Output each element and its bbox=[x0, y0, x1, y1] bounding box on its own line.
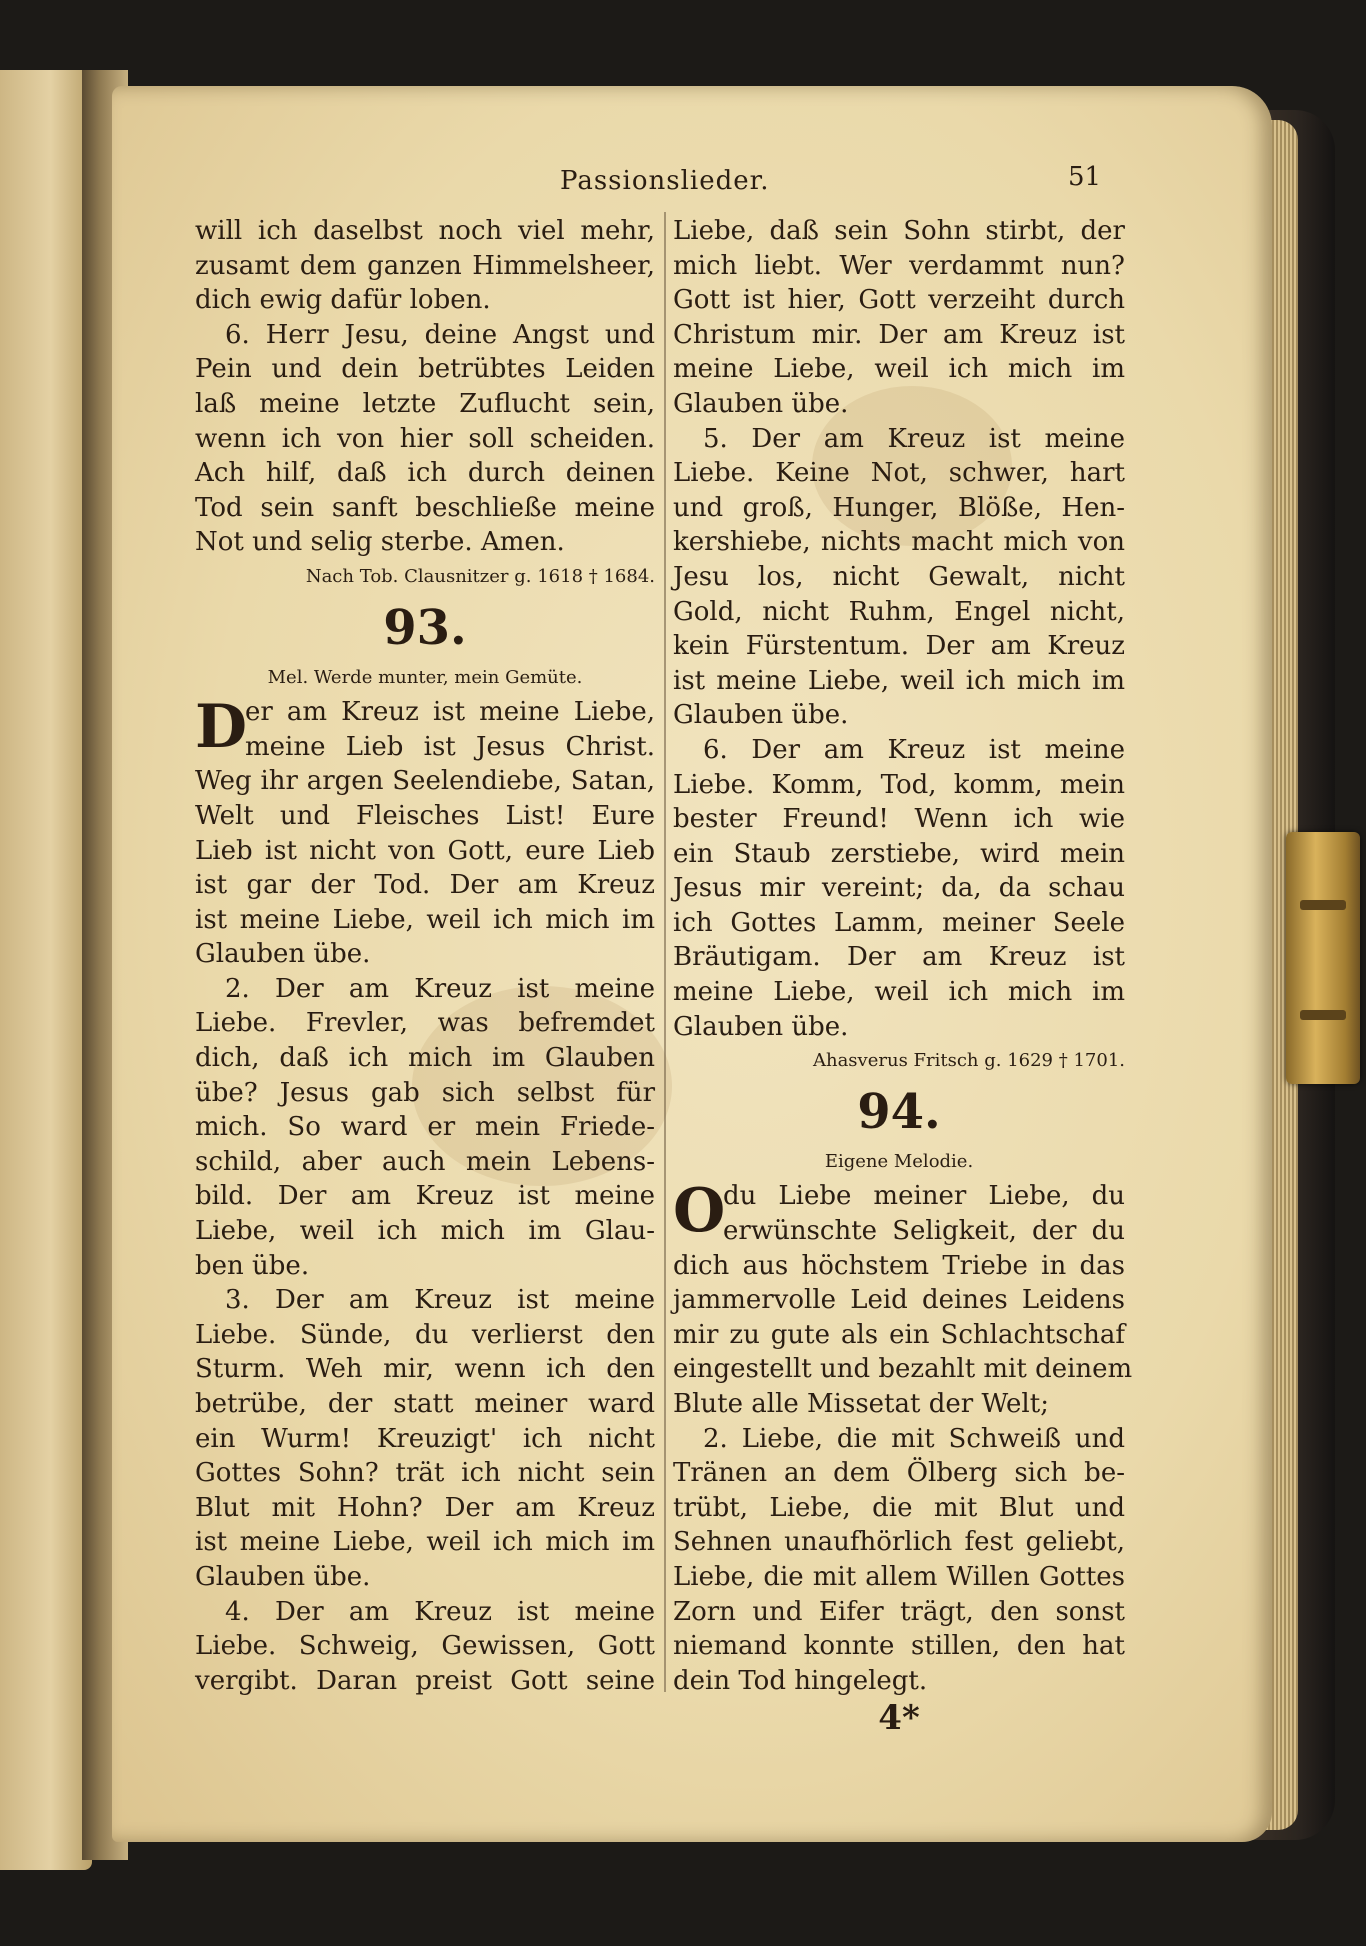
hymn-number: 93. bbox=[383, 599, 467, 656]
text-line: ein Staub zerstiebe, wird mein bbox=[673, 838, 1125, 869]
text-line: Liebe. Komm, Tod, komm, mein bbox=[673, 769, 1125, 800]
text-line: Liebe, weil ich mich im Glau- bbox=[195, 1216, 655, 1247]
text-line: will ich daselbst noch viel mehr, bbox=[195, 216, 655, 246]
text-line: 4. Der am Kreuz ist meine bbox=[225, 1596, 655, 1627]
text-line: 6. Herr Jesu, deine Angst und bbox=[225, 319, 655, 350]
text-line: Gott ist hier, Gott verzeiht durch bbox=[673, 285, 1125, 316]
text-line: Christum mir. Der am Kreuz ist bbox=[673, 319, 1125, 350]
melody-line: Eigene Melodie. bbox=[824, 1150, 974, 1172]
text-line: ist gar der Tod. Der am Kreuz bbox=[195, 870, 655, 901]
hymn-opening bbox=[195, 692, 655, 764]
text-line: dich ewig dafür loben. bbox=[195, 285, 491, 316]
text-line: Glauben übe. bbox=[673, 700, 849, 731]
text-line: laß meine letzte Zuflucht sein, bbox=[195, 388, 655, 419]
melody-line: Mel. Werde munter, mein Gemüte. bbox=[267, 666, 583, 688]
left-page-edge bbox=[0, 70, 92, 1870]
text-line: mich liebt. Wer verdammt nun? bbox=[673, 250, 1125, 281]
text-line: Blut mit Hohn? Der am Kreuz bbox=[195, 1492, 655, 1523]
text-line: Pein und dein betrübtes Leiden bbox=[195, 354, 655, 385]
text-line: ein Wurm! Kreuzigt' ich nicht bbox=[195, 1423, 655, 1454]
text-line: vergibt. Daran preist Gott seine bbox=[195, 1665, 655, 1696]
text-line: Liebe. Sünde, du verlierst den bbox=[195, 1319, 655, 1350]
text-line: 2. Der am Kreuz ist meine bbox=[225, 973, 655, 1004]
text-line: Bräutigam. Der am Kreuz ist bbox=[673, 942, 1125, 973]
text-line: Glauben übe. bbox=[673, 388, 849, 419]
hymn-attribution: Nach Tob. Clausnitzer g. 1618 † 1684. bbox=[305, 565, 655, 587]
text-line: Sehnen unaufhörlich fest geliebt, bbox=[673, 1527, 1125, 1558]
text-line: und groß, Hunger, Blöße, Hen- bbox=[673, 492, 1125, 523]
text-line: ist meine Liebe, weil ich mich im bbox=[195, 904, 655, 935]
text-line: Sturm. Weh mir, wenn ich den bbox=[195, 1354, 655, 1385]
hymn-opening bbox=[673, 1176, 1125, 1248]
signature-mark: 4* bbox=[878, 1698, 920, 1739]
text-line: bester Freund! Wenn ich wie bbox=[673, 804, 1125, 835]
text-line: betrübe, der statt meiner ward bbox=[195, 1389, 655, 1419]
text-line: Liebe. Schweig, Gewissen, Gott bbox=[195, 1631, 655, 1662]
text-line: 6. Der am Kreuz ist meine bbox=[703, 734, 1125, 765]
hymn-number: 94. bbox=[857, 1083, 941, 1140]
right-column bbox=[673, 214, 1133, 1739]
running-header: Passionslieder. bbox=[560, 166, 770, 196]
text-line: mich. So ward er mein Friede- bbox=[195, 1112, 655, 1143]
text-line: ist meine Liebe, weil ich mich im bbox=[673, 665, 1125, 696]
text-line: Gottes Sohn? trät ich nicht sein bbox=[195, 1458, 655, 1489]
text-line: zusamt dem ganzen Himmelsheer, bbox=[195, 250, 655, 281]
text-line: kein Fürstentum. Der am Kreuz bbox=[673, 631, 1125, 662]
text-line: niemand konnte stillen, den hat bbox=[673, 1631, 1125, 1662]
text-line: kershiebe, nichts macht mich von bbox=[673, 527, 1125, 558]
text-line: Welt und Fleisches List! Eure bbox=[195, 800, 655, 831]
text-line: du Liebe meiner Liebe, du bbox=[723, 1181, 1125, 1212]
text-line: Jesu los, nicht Gewalt, nicht bbox=[673, 561, 1125, 592]
text-line: meine Lieb ist Jesus Christ. bbox=[245, 731, 655, 762]
text-line: Liebe, daß sein Sohn stirbt, der bbox=[673, 216, 1125, 246]
text-line: ist meine Liebe, weil ich mich im bbox=[195, 1527, 655, 1558]
text-line: Glauben übe. bbox=[195, 1561, 371, 1592]
text-line: mir zu gute als ein Schlachtschaf bbox=[673, 1319, 1125, 1350]
text-line: jammervolle Leid deines Leidens bbox=[673, 1285, 1125, 1316]
text-line: wenn ich von hier soll scheiden. bbox=[195, 423, 655, 454]
text-line: dein Tod hingelegt. bbox=[673, 1665, 928, 1696]
metal-clasp bbox=[1286, 832, 1360, 1084]
hymn-attribution: Ahasverus Fritsch g. 1629 † 1701. bbox=[812, 1050, 1125, 1072]
text-line: 2. Liebe, die mit Schweiß und bbox=[703, 1423, 1125, 1454]
text-line: Blute alle Missetat der Welt; bbox=[673, 1389, 1049, 1419]
text-line: Jesus mir vereint; da, da schau bbox=[673, 873, 1125, 904]
text-line: Liebe. Frevler, was befremdet bbox=[195, 1008, 655, 1039]
text-line: Liebe, die mit allem Willen Gottes bbox=[673, 1561, 1125, 1592]
clasp-pin bbox=[1300, 1010, 1346, 1020]
text-line: er am Kreuz ist meine Liebe, bbox=[245, 697, 655, 728]
text-line: Gold, nicht Ruhm, Engel nicht, bbox=[673, 596, 1125, 627]
text-line: übe? Jesus gab sich selbst für bbox=[195, 1077, 655, 1108]
text-line: Weg ihr argen Seelendiebe, Satan, bbox=[195, 766, 655, 797]
drop-cap: O bbox=[673, 1176, 726, 1247]
text-line: Glauben übe. bbox=[673, 1011, 849, 1042]
text-line: 3. Der am Kreuz ist meine bbox=[225, 1285, 655, 1316]
text-line: Not und selig sterbe. Amen. bbox=[195, 527, 565, 558]
page-number: 51 bbox=[1068, 162, 1102, 192]
text-line: Tod sein sanft beschließe meine bbox=[195, 492, 655, 523]
text-line: eingestellt und bezahlt mit deinem bbox=[673, 1354, 1133, 1385]
text-line: meine Liebe, weil ich mich im bbox=[673, 977, 1125, 1008]
text-line: Ach hilf, daß ich durch deinen bbox=[195, 458, 655, 489]
text-line: Liebe. Keine Not, schwer, hart bbox=[673, 458, 1125, 489]
text-line: Lieb ist nicht von Gott, eure Lieb bbox=[195, 835, 655, 866]
left-column bbox=[195, 214, 655, 1698]
text-line: ich Gottes Lamm, meiner Seele bbox=[673, 907, 1125, 938]
text-line: dich aus höchstem Triebe in das bbox=[673, 1250, 1125, 1281]
drop-cap: D bbox=[195, 692, 248, 763]
text-line: bild. Der am Kreuz ist meine bbox=[195, 1181, 655, 1212]
text-line: ben übe. bbox=[195, 1250, 310, 1281]
text-line: Zorn und Eifer trägt, den sonst bbox=[673, 1596, 1125, 1627]
text-line: schild, aber auch mein Lebens- bbox=[195, 1146, 655, 1177]
text-line: Tränen an dem Ölberg sich be- bbox=[673, 1458, 1125, 1489]
text-line: meine Liebe, weil ich mich im bbox=[673, 354, 1125, 385]
clasp-pin bbox=[1300, 900, 1346, 910]
text-line: 5. Der am Kreuz ist meine bbox=[703, 423, 1125, 454]
text-line: trübt, Liebe, die mit Blut und bbox=[673, 1492, 1125, 1523]
text-line: erwünschte Seligkeit, der du bbox=[723, 1216, 1125, 1247]
column-rule bbox=[664, 212, 666, 1692]
text-line: dich, daß ich mich im Glauben bbox=[195, 1043, 655, 1074]
text-line: Glauben übe. bbox=[195, 939, 371, 970]
